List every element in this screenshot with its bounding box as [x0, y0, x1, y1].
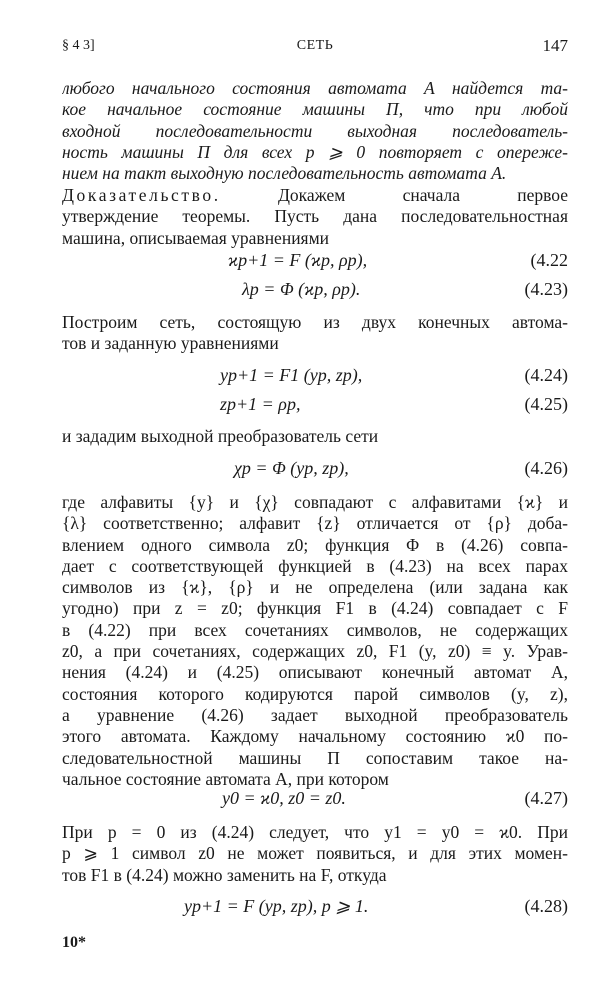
text-line: а уравнение (4.26) задает выходной преобразователь: [62, 704, 568, 725]
proof-heading: Доказательство.: [62, 185, 221, 205]
signature-mark: 10*: [62, 934, 86, 951]
text-line: {λ} соответственно; алфавит {z} отличается от {ρ} доба-: [62, 513, 568, 534]
text-line: и зададим выходной преобразователь сети: [62, 426, 379, 446]
equation-number: (4.24): [524, 365, 568, 385]
equation-number: (4.27): [524, 788, 568, 808]
text-line: следовательностной машины П сопоставим такое на-: [62, 747, 568, 768]
equation-4-23: [62, 279, 568, 303]
text-line: тов F1 в (4.24) можно заменить на F, откуда: [62, 864, 387, 885]
equation-4-28: [62, 896, 568, 920]
equation-4-24: [62, 365, 568, 389]
text-line: этого автомата. Каждому начальному состоянию ϰ0 по-: [62, 726, 568, 747]
text-line: Докажем сначала первое: [277, 185, 568, 205]
network-paragraph: [62, 312, 568, 355]
equation-number: (4.22: [530, 250, 568, 270]
equation-number: (4.25): [524, 394, 568, 414]
alphabet-paragraph: [62, 492, 568, 790]
text-line: чальное состояние автомата A, при котором: [62, 768, 389, 789]
text-line: символов из {ϰ}, {ρ} и не определена (или задана как: [62, 577, 568, 598]
text-line: При p = 0 из (4.24) следует, что y1 = y0 = ϰ0. При: [62, 822, 568, 842]
equation-number: (4.26): [524, 458, 568, 478]
text-line: кое начальное состояние машины П, что при любой: [62, 99, 568, 120]
equation-4-26: [62, 458, 568, 482]
equation-4-27: [62, 788, 568, 812]
text-line: любого начального состояния автомата А найдется та-: [62, 78, 568, 98]
equation-formula: λp = Φ (ϰp, ρp).: [242, 279, 361, 299]
text-line: где алфавиты {y} и {χ} совпадают с алфавитами {ϰ} и: [62, 492, 568, 512]
initial-paragraph: [62, 822, 568, 886]
equation-formula: y0 = ϰ0, z0 = z0.: [222, 788, 346, 808]
equation-number: (4.23): [524, 279, 568, 299]
output-paragraph: [62, 426, 568, 447]
text-line: состояния которого кодируются парой символов (y, z),: [62, 683, 568, 704]
text-line: влением одного символа z0; функция Φ в (4.26) совпа-: [62, 534, 568, 555]
equation-formula: yp+1 = F1 (yp, zp),: [220, 365, 363, 385]
text-line: z0, а при сочетаниях, содержащих z0, F1 (y, z0) ≡ y. Урав-: [62, 641, 568, 662]
text-line: в (4.22) при всех сочетаниях символов, не содержащих: [62, 619, 568, 640]
equation-4-22: [62, 250, 568, 274]
equation-formula: χp = Φ (yp, zp),: [234, 458, 349, 478]
page-number: 147: [542, 36, 568, 55]
equation-formula: yp+1 = F (yp, zp), p ⩾ 1.: [184, 896, 369, 916]
equation-4-25: [62, 394, 568, 418]
text-line: тов и заданную уравнениями: [62, 333, 279, 354]
text-line: дает с соответствующей функцией в (4.23) на всех парах: [62, 555, 568, 576]
equation-formula: zp+1 = ρp,: [220, 394, 301, 414]
text-line: машина, описываемая уравнениями: [62, 227, 330, 248]
chapter-title: СЕТЬ: [296, 38, 334, 53]
text-line: ность машины П для всех p ⩾ 0 повторяет с опереже-: [62, 141, 568, 162]
text-line: входной последовательности выходная последователь-: [62, 120, 568, 141]
text-line: угодно) при z = z0; функция F1 в (4.24) совпадает с F: [62, 598, 568, 619]
text-line: утверждение теоремы. Пусть дана последовательностная: [62, 206, 568, 227]
text-line: нием на такт выходную последовательность автомата А.: [62, 163, 507, 184]
text-line: p ⩾ 1 символ z0 не может появиться, и для этих момен-: [62, 843, 568, 864]
theorem-text: [62, 78, 568, 184]
section-reference: § 4 3]: [62, 38, 95, 53]
running-header: [62, 36, 568, 58]
equation-number: (4.28): [524, 896, 568, 916]
text-line: нения (4.24) и (4.25) описывают конечный автомат A,: [62, 662, 568, 683]
proof-paragraph: [62, 185, 568, 249]
equation-formula: ϰp+1 = F (ϰp, ρp),: [228, 250, 368, 270]
text-line: Построим сеть, состоящую из двух конечных автома-: [62, 312, 568, 332]
